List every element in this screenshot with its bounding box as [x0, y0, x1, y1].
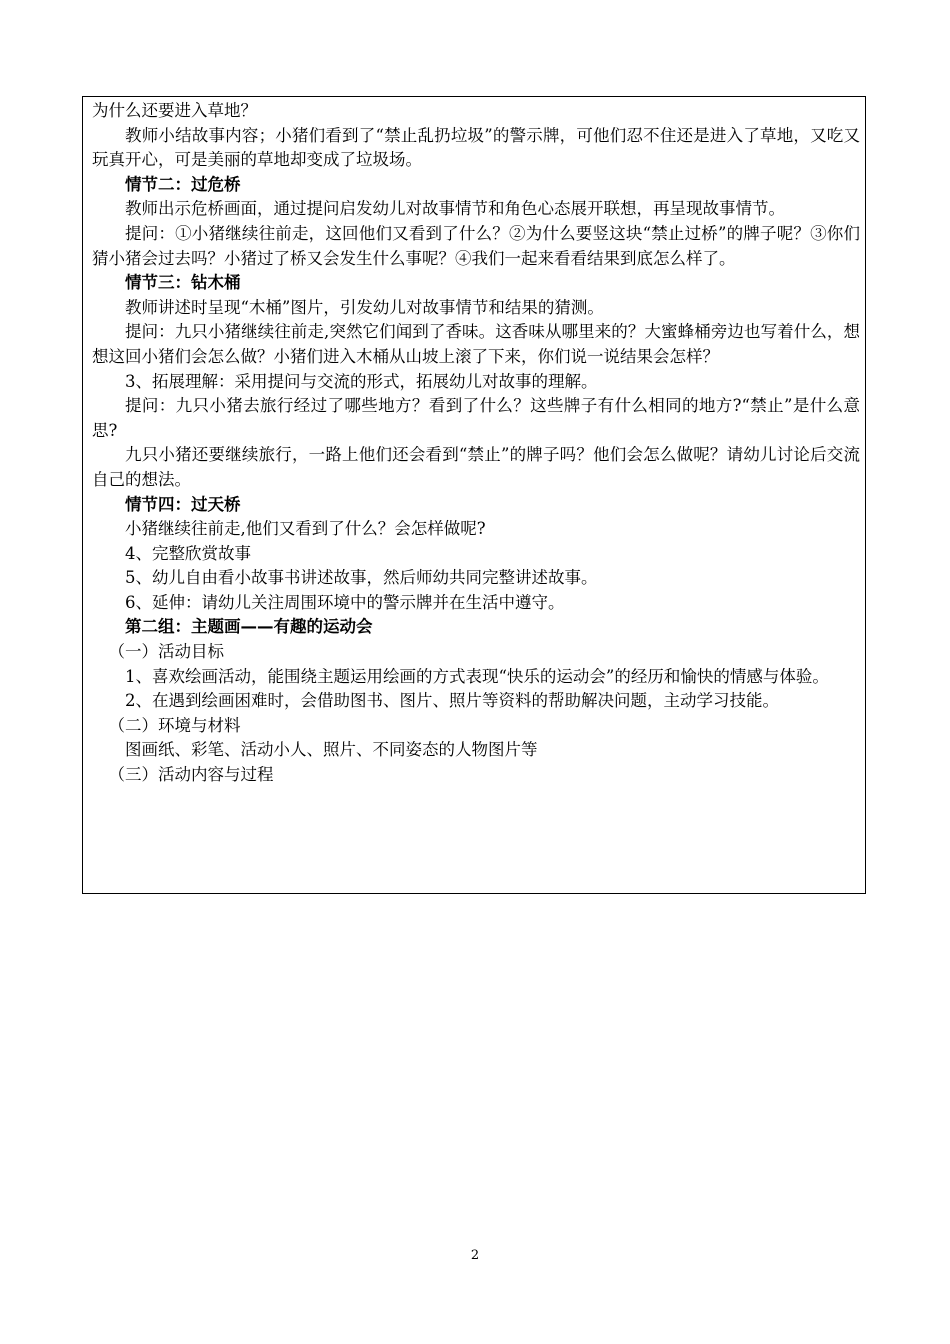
paragraph: 3、拓展理解：采用提问与交流的形式，拓展幼儿对故事的理解。: [125, 371, 598, 391]
subsection-heading: （三）活动内容与过程: [108, 765, 274, 785]
paragraph: 提问：①小猪继续往前走，这回他们又看到了什么？②为什么要竖这块“禁止过桥”的牌子呢？③你们猜小猪会过去吗？小猪过了桥又会发生什么事呢？④我们一起来看看结果到底怎么样了。: [92, 223, 860, 268]
paragraph: 教师讲述时呈现“木桶”图片，引发幼儿对故事情节和结果的猜测。: [125, 297, 604, 317]
section-heading: 情节二：过危桥: [125, 174, 241, 194]
paragraph: 为什么还要进入草地？: [92, 101, 257, 120]
paragraph: 九只小猪还要继续旅行，一路上他们还会看到“禁止”的牌子吗？他们会怎么做呢？请幼儿讨论后交流自己的想法。: [92, 445, 860, 489]
paragraph: 小猪继续往前走,他们又看到了什么？会怎样做呢?: [125, 519, 486, 539]
section-heading: 情节三：钻木桶: [125, 273, 241, 293]
paragraph: 6、延伸：请幼儿关注周围环境中的警示牌并在生活中遵守。: [125, 592, 565, 612]
page-number: 2: [470, 1248, 480, 1263]
paragraph: 教师小结故事内容；小猪们看到了“禁止乱扔垃圾”的警示牌，可他们忍不住还是进入了草地，又吃又玩真开心，可是美丽的草地却变成了垃圾场。: [92, 125, 860, 170]
paragraph: 2、在遇到绘画困难时，会借助图书、图片、照片等资料的帮助解决问题，主动学习技能。: [125, 691, 779, 711]
document-body: [92, 99, 860, 788]
paragraph: 图画纸、彩笔、活动小人、照片、不同姿态的人物图片等: [125, 740, 538, 760]
paragraph: 4、完整欣赏故事: [125, 543, 251, 563]
paragraph: 提问：九只小猪去旅行经过了哪些地方？看到了什么？这些牌子有什么相同的地方?“禁止”是什么意思?: [92, 396, 860, 440]
paragraph: 教师出示危桥画面，通过提问启发幼儿对故事情节和角色心态展开联想，再呈现故事情节。: [125, 199, 785, 219]
paragraph: 1、喜欢绘画活动，能围绕主题运用绘画的方式表现“快乐的运动会”的经历和愉快的情感与体验。: [125, 666, 829, 686]
section-heading: 情节四：过天桥: [125, 494, 241, 514]
subsection-heading: （一）活动目标: [108, 642, 224, 662]
paragraph: 提问：九只小猪继续往前走,突然它们闻到了香味。这香味从哪里来的？大蜜蜂桶旁边也写着什么，想想这回小猪们会怎么做？小猪们进入木桶从山坡上滚了下来，你们说一说结果会怎样？: [92, 322, 860, 366]
paragraph: 5、幼儿自由看小故事书讲述故事，然后师幼共同完整讲述故事。: [125, 568, 598, 588]
group-heading: 第二组：主题画——有趣的运动会: [125, 617, 373, 637]
subsection-heading: （二）环境与材料: [108, 715, 241, 735]
